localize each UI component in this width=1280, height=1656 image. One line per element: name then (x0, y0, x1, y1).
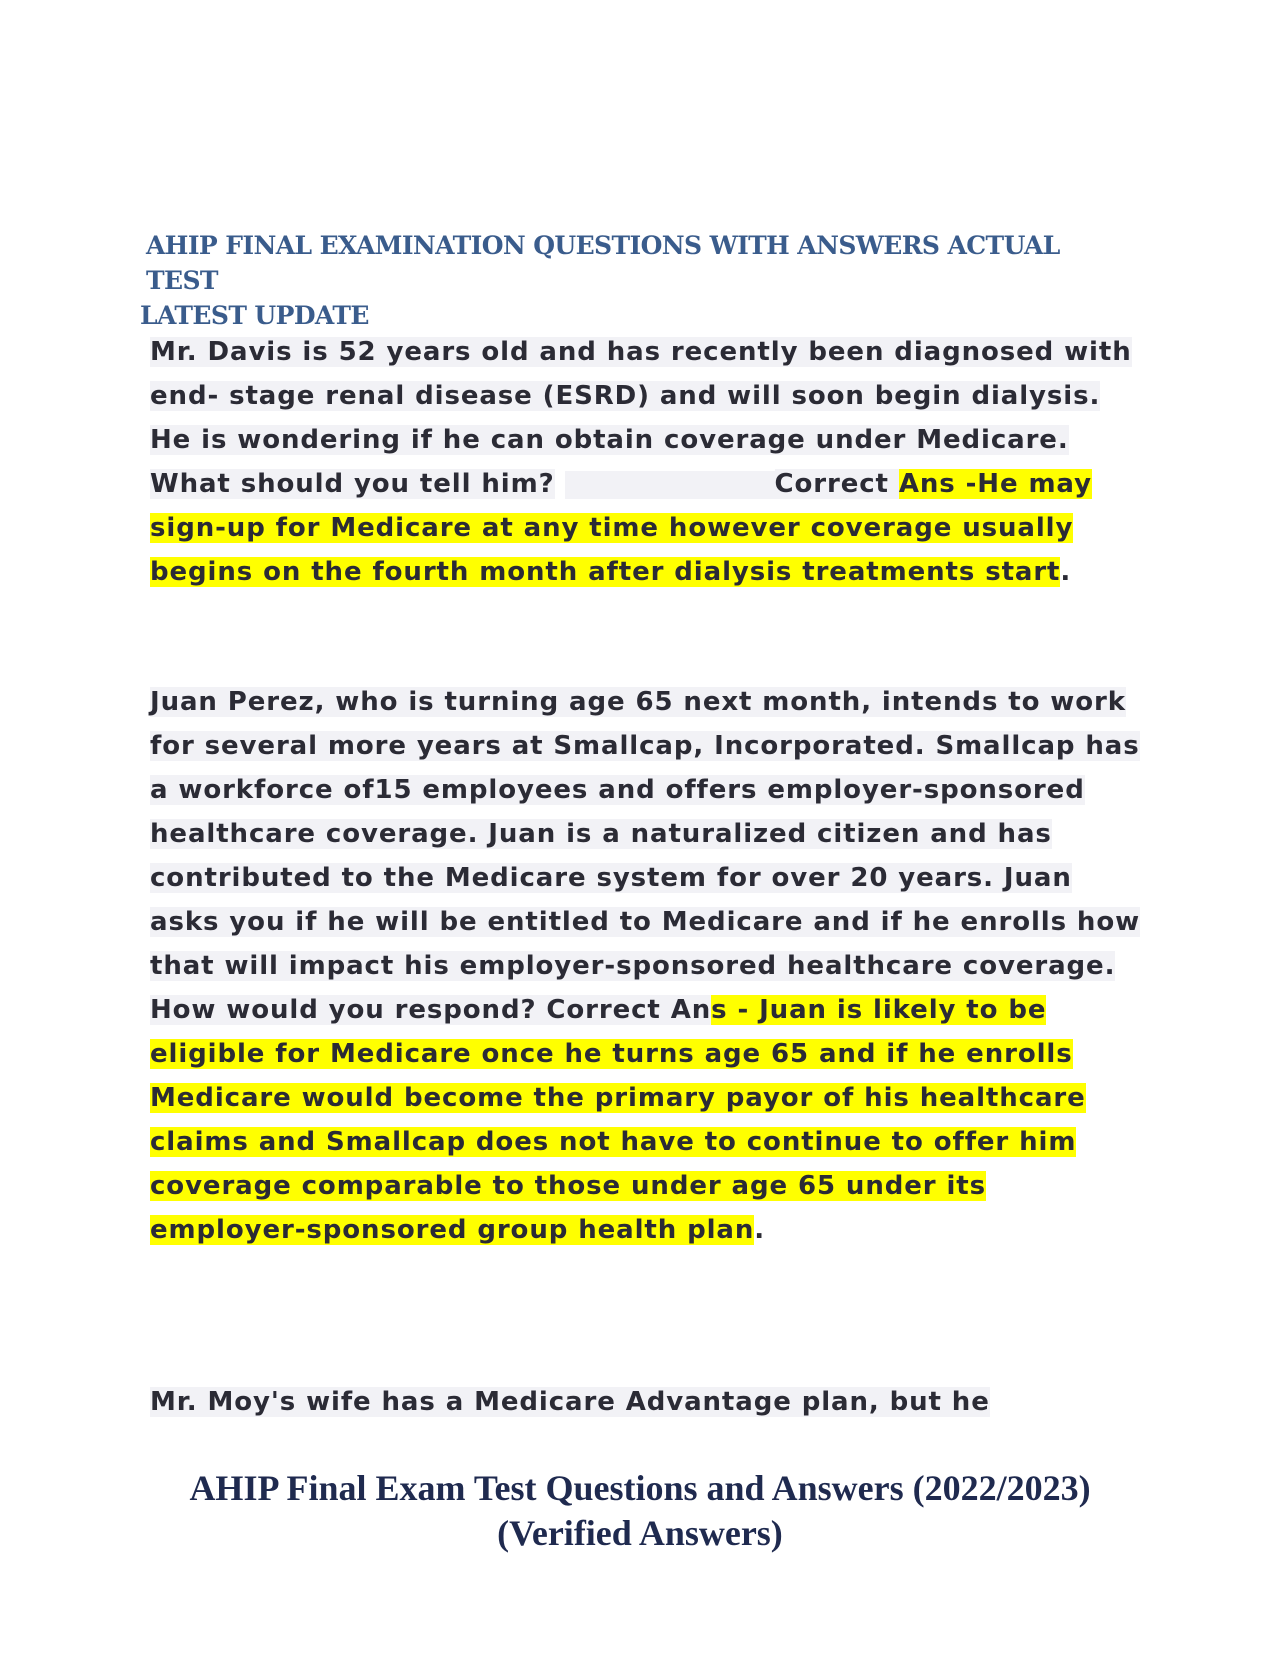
blank-gap (565, 471, 775, 499)
answer-end: . (754, 1215, 766, 1245)
question-text: Juan Perez, who is turning age 65 next month, intends to work for several more years at Smallcap, Incorporated. Smallcap has a workforce of15 employees and offers employer-sponsored healthcare coverage. Juan is a naturalized citizen and has contributed to the Medicare system for over 20 years. Juan asks you if he will be entitled to Medicare and if he enrolls how that will impact his employer-sponsored healthcare coverage. How would you respond? Correct An (150, 687, 1141, 1025)
qa-item-2 (150, 680, 1140, 1252)
footer-line2: (Verified Answers) (497, 1513, 783, 1553)
question-text: Mr. Davis is 52 years old and has recently been diagnosed with end- stage renal disease (ESRD) and will soon begin dialysis. He is wondering if he can obtain coverage under Medicare. What should you tell him? (150, 337, 1132, 499)
answer-text: s - Juan is likely to be eligible for Medicare once he turns age 65 and if he enrolls Medicare would become the primary payor of his healthcare claims and Smallcap does not have to continue to offer him coverage comparable to those under age 65 under its employer-sponsored group health plan (150, 995, 1086, 1245)
question-text: Mr. Moy's wife has a Medicare Advantage plan, but he (150, 1387, 990, 1417)
document-title (140, 228, 1100, 333)
qa-item-3 (150, 1380, 1140, 1424)
document-footer (0, 1466, 1280, 1556)
qa-item-1 (150, 330, 1140, 594)
document-title-line1: AHIP FINAL EXAMINATION QUESTIONS WITH ANSWERS ACTUAL TEST (146, 231, 1060, 295)
answer-text: Ans -He may sign-up for Medicare at any time however coverage usually begins on the fourth month after dialysis treatments start (150, 469, 1092, 587)
answer-end: . (1060, 557, 1072, 587)
answer-label: Correct (774, 469, 899, 499)
footer-line1: AHIP Final Exam Test Questions and Answers (2022/2023) (189, 1468, 1091, 1508)
document-title-line2: LATEST UPDATE (140, 301, 369, 330)
